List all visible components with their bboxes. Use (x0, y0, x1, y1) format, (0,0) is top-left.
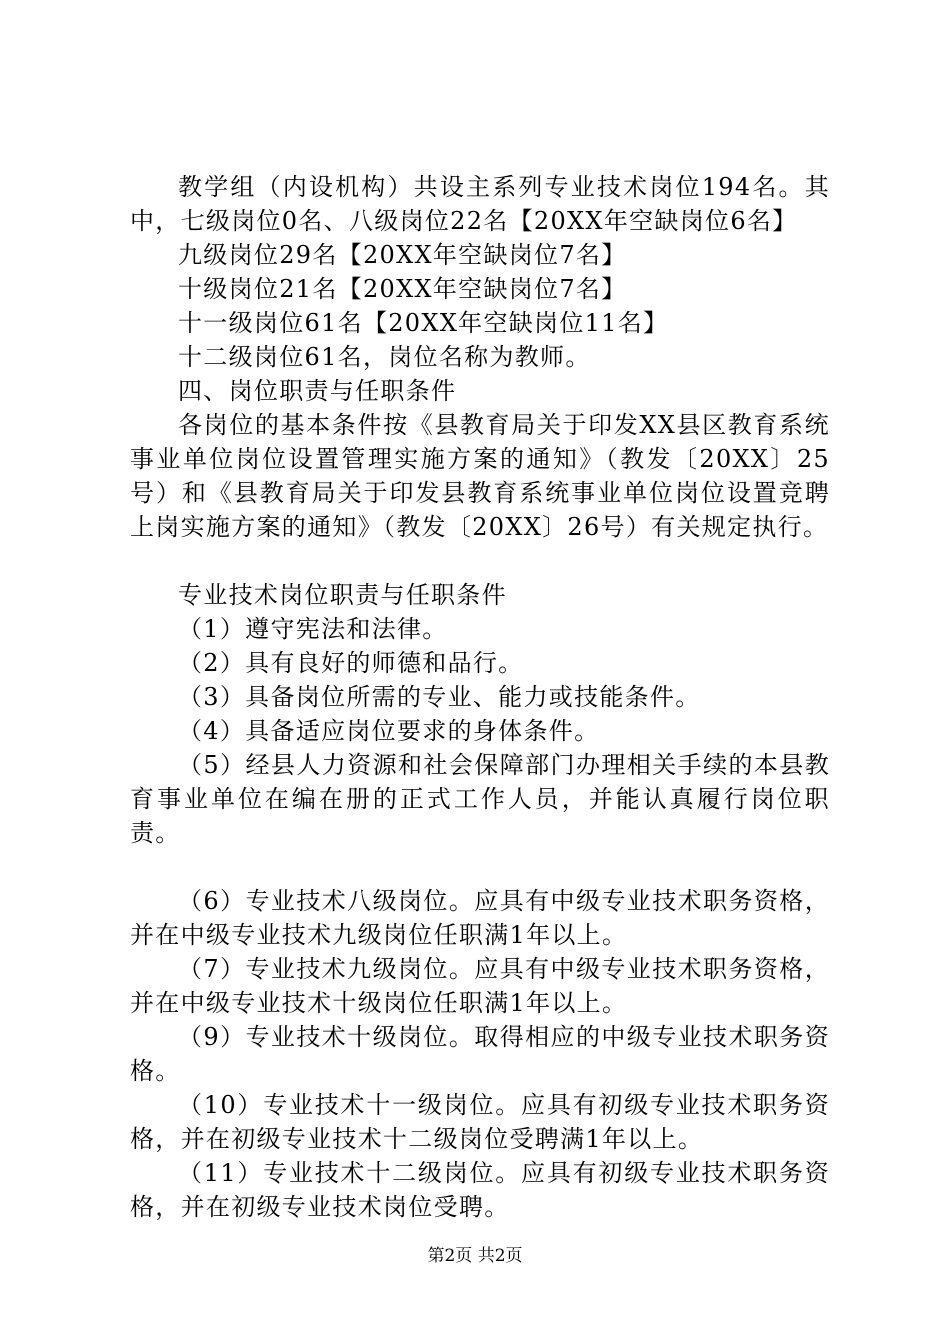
condition-item-10: （10）专业技术十一级岗位。应具有初级专业技术职务资格，并在初级专业技术十二级岗位受聘满1年以上。 (130, 1091, 830, 1153)
condition-item-6: （6）专业技术八级岗位。应具有中级专业技术职务资格，并在中级专业技术九级岗位任职满1年以上。 (130, 887, 830, 949)
paragraph-basic-conditions: 各岗位的基本条件按《县教育局关于印发XX县区教育系统事业单位岗位设置管理实施方案的通知》（教发〔20XX〕25号）和《县教育局关于印发县教育系统事业单位岗位设置竞聘上岗实施方案的通知》（教发〔20XX〕26号）有关规定执行。 (130, 411, 830, 541)
page-number: 第2页 共2页 (427, 1246, 523, 1266)
condition-item-3: （3）具备岗位所需的专业、能力或技能条件。 (178, 683, 701, 711)
section-heading-duties: 四、岗位职责与任职条件 (178, 377, 457, 405)
paragraph-level-12: 十二级岗位61名，岗位名称为教师。 (178, 343, 591, 371)
paragraph-posts-overview: 教学组（内设机构）共设主系列专业技术岗位194名。其中，七级岗位0名、八级岗位22名【20XX年空缺岗位6名】 (130, 173, 830, 235)
condition-item-11: （11）专业技术十二级岗位。应具有初级专业技术职务资格，并在初级专业技术岗位受聘。 (130, 1159, 830, 1221)
condition-item-5: （5）经县人力资源和社会保障部门办理相关手续的本县教育事业单位在编在册的正式工作人员，并能认真履行岗位职责。 (130, 751, 830, 847)
subheading-technical-duties: 专业技术岗位职责与任职条件 (178, 581, 507, 609)
page-footer (0, 1244, 950, 1268)
condition-item-9: （9）专业技术十级岗位。取得相应的中级专业技术职务资格。 (130, 1023, 830, 1085)
condition-item-7: （7）专业技术九级岗位。应具有中级专业技术职务资格，并在中级专业技术十级岗位任职满1年以上。 (130, 955, 830, 1017)
paragraph-level-10: 十级岗位21名【20XX年空缺岗位7名】 (178, 275, 627, 303)
paragraph-level-11: 十一级岗位61名【20XX年空缺岗位11名】 (178, 309, 669, 337)
condition-item-2: （2）具有良好的师德和品行。 (178, 649, 524, 677)
document-body (130, 170, 830, 1224)
condition-item-4: （4）具备适应岗位要求的身体条件。 (178, 717, 600, 745)
condition-item-1: （1）遵守宪法和法律。 (178, 615, 448, 643)
paragraph-level-9: 九级岗位29名【20XX年空缺岗位7名】 (178, 241, 627, 269)
